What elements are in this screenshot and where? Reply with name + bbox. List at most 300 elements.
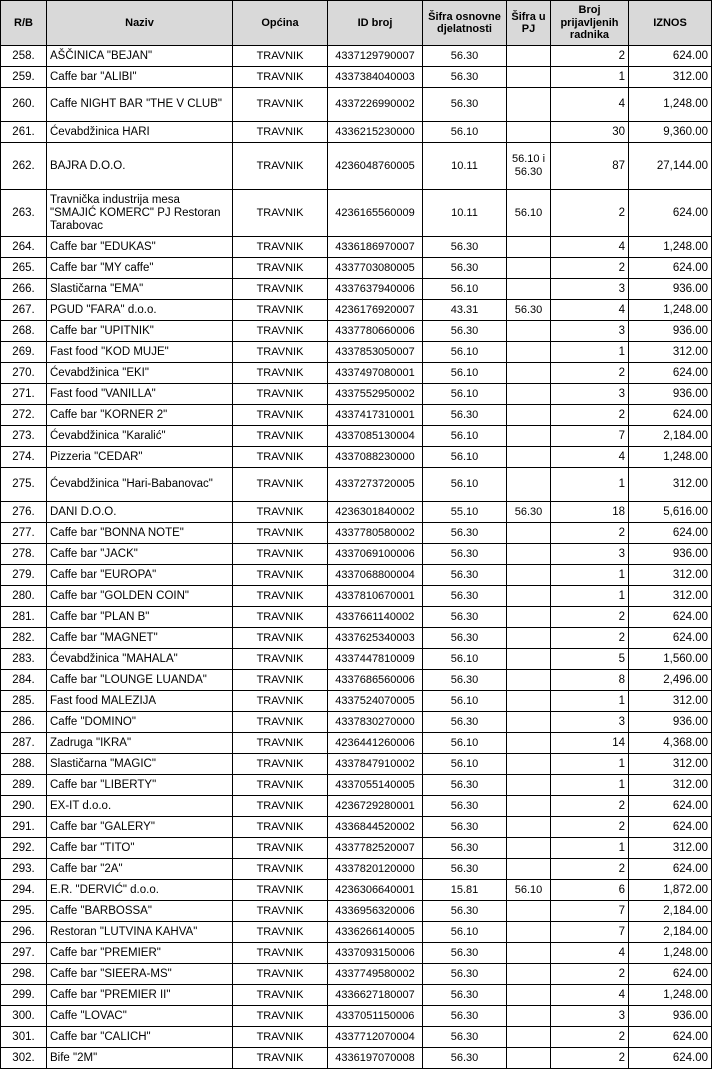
cell-id: 4337810670001 bbox=[328, 586, 423, 607]
cell-opcina: TRAVNIK bbox=[233, 502, 328, 523]
cell-pj bbox=[507, 628, 551, 649]
cell-broj: 1 bbox=[551, 691, 629, 712]
cell-iznos: 624.00 bbox=[629, 964, 712, 985]
cell-iznos: 312.00 bbox=[629, 754, 712, 775]
cell-rb: 276. bbox=[1, 502, 47, 523]
table-row bbox=[1, 649, 712, 670]
table-row bbox=[1, 712, 712, 733]
cell-rb: 287. bbox=[1, 733, 47, 754]
cell-opcina: TRAVNIK bbox=[233, 405, 328, 426]
cell-pj bbox=[507, 649, 551, 670]
cell-broj: 18 bbox=[551, 502, 629, 523]
table-row bbox=[1, 1027, 712, 1048]
cell-id: 4336197070008 bbox=[328, 1048, 423, 1069]
cell-id: 4337830270000 bbox=[328, 712, 423, 733]
cell-pj bbox=[507, 586, 551, 607]
cell-opcina: TRAVNIK bbox=[233, 649, 328, 670]
table-row bbox=[1, 88, 712, 122]
cell-rb: 291. bbox=[1, 817, 47, 838]
table-row bbox=[1, 901, 712, 922]
cell-broj: 2 bbox=[551, 1048, 629, 1069]
cell-pj bbox=[507, 670, 551, 691]
cell-naziv: Caffe bar "BONNA NOTE" bbox=[47, 523, 233, 544]
cell-iznos: 624.00 bbox=[629, 405, 712, 426]
cell-id: 4337069100006 bbox=[328, 544, 423, 565]
cell-iznos: 1,248.00 bbox=[629, 88, 712, 122]
cell-naziv: Caffe "LOVAC" bbox=[47, 1006, 233, 1027]
cell-pj: 56.10 bbox=[507, 880, 551, 901]
header-broj: Broj prijavljenih radnika bbox=[551, 1, 629, 46]
table-row bbox=[1, 586, 712, 607]
cell-pj bbox=[507, 468, 551, 502]
cell-naziv: Caffe bar "CALICH" bbox=[47, 1027, 233, 1048]
cell-naziv: Bife "2M" bbox=[47, 1048, 233, 1069]
cell-broj: 1 bbox=[551, 775, 629, 796]
cell-pj bbox=[507, 122, 551, 143]
cell-broj: 2 bbox=[551, 859, 629, 880]
table-row bbox=[1, 384, 712, 405]
cell-opcina: TRAVNIK bbox=[233, 279, 328, 300]
cell-pj: 56.30 bbox=[507, 300, 551, 321]
cell-opcina: TRAVNIK bbox=[233, 468, 328, 502]
cell-id: 4337712070004 bbox=[328, 1027, 423, 1048]
cell-opcina: TRAVNIK bbox=[233, 1048, 328, 1069]
cell-rb: 293. bbox=[1, 859, 47, 880]
cell-broj: 3 bbox=[551, 321, 629, 342]
cell-rb: 261. bbox=[1, 122, 47, 143]
cell-sifra: 56.30 bbox=[423, 237, 507, 258]
cell-rb: 272. bbox=[1, 405, 47, 426]
cell-iznos: 312.00 bbox=[629, 565, 712, 586]
table-row bbox=[1, 733, 712, 754]
table-row bbox=[1, 300, 712, 321]
cell-rb: 274. bbox=[1, 447, 47, 468]
cell-iznos: 624.00 bbox=[629, 258, 712, 279]
cell-rb: 296. bbox=[1, 922, 47, 943]
cell-rb: 285. bbox=[1, 691, 47, 712]
cell-rb: 292. bbox=[1, 838, 47, 859]
cell-rb: 297. bbox=[1, 943, 47, 964]
cell-id: 4336956320006 bbox=[328, 901, 423, 922]
cell-id: 4336627180007 bbox=[328, 985, 423, 1006]
cell-sifra: 56.30 bbox=[423, 838, 507, 859]
cell-pj bbox=[507, 384, 551, 405]
cell-pj bbox=[507, 712, 551, 733]
cell-sifra: 15.81 bbox=[423, 880, 507, 901]
cell-iznos: 27,144.00 bbox=[629, 143, 712, 190]
cell-broj: 2 bbox=[551, 817, 629, 838]
cell-id: 4337085130004 bbox=[328, 426, 423, 447]
cell-naziv: Caffe bar "ALIBI" bbox=[47, 67, 233, 88]
cell-opcina: TRAVNIK bbox=[233, 143, 328, 190]
cell-naziv: Caffe bar "PREMIER II" bbox=[47, 985, 233, 1006]
cell-pj bbox=[507, 796, 551, 817]
cell-id: 4337703080005 bbox=[328, 258, 423, 279]
cell-id: 4336186970007 bbox=[328, 237, 423, 258]
cell-opcina: TRAVNIK bbox=[233, 670, 328, 691]
header-naziv: Naziv bbox=[47, 1, 233, 46]
cell-pj bbox=[507, 817, 551, 838]
cell-pj bbox=[507, 964, 551, 985]
table-row bbox=[1, 859, 712, 880]
cell-iznos: 2,184.00 bbox=[629, 426, 712, 447]
cell-pj bbox=[507, 321, 551, 342]
cell-opcina: TRAVNIK bbox=[233, 817, 328, 838]
cell-rb: 300. bbox=[1, 1006, 47, 1027]
cell-rb: 269. bbox=[1, 342, 47, 363]
cell-iznos: 312.00 bbox=[629, 691, 712, 712]
cell-broj: 1 bbox=[551, 67, 629, 88]
cell-opcina: TRAVNIK bbox=[233, 901, 328, 922]
cell-rb: 288. bbox=[1, 754, 47, 775]
cell-rb: 280. bbox=[1, 586, 47, 607]
table-row bbox=[1, 838, 712, 859]
table-row bbox=[1, 607, 712, 628]
table-row bbox=[1, 943, 712, 964]
cell-naziv: Caffe bar "MAGNET" bbox=[47, 628, 233, 649]
cell-rb: 260. bbox=[1, 88, 47, 122]
cell-broj: 4 bbox=[551, 300, 629, 321]
table-row bbox=[1, 122, 712, 143]
cell-rb: 277. bbox=[1, 523, 47, 544]
cell-opcina: TRAVNIK bbox=[233, 964, 328, 985]
cell-sifra: 56.30 bbox=[423, 859, 507, 880]
table-row bbox=[1, 544, 712, 565]
cell-opcina: TRAVNIK bbox=[233, 384, 328, 405]
cell-sifra: 56.10 bbox=[423, 342, 507, 363]
cell-pj bbox=[507, 88, 551, 122]
cell-rb: 275. bbox=[1, 468, 47, 502]
cell-sifra: 56.10 bbox=[423, 754, 507, 775]
cell-sifra: 56.30 bbox=[423, 46, 507, 67]
cell-id: 4337847910002 bbox=[328, 754, 423, 775]
cell-broj: 2 bbox=[551, 46, 629, 67]
cell-broj: 3 bbox=[551, 544, 629, 565]
table-body bbox=[1, 46, 712, 1069]
cell-sifra: 43.31 bbox=[423, 300, 507, 321]
cell-id: 4337686560006 bbox=[328, 670, 423, 691]
cell-broj: 5 bbox=[551, 649, 629, 670]
cell-naziv: Caffe "BARBOSSA" bbox=[47, 901, 233, 922]
cell-rb: 294. bbox=[1, 880, 47, 901]
cell-opcina: TRAVNIK bbox=[233, 922, 328, 943]
cell-broj: 6 bbox=[551, 880, 629, 901]
cell-opcina: TRAVNIK bbox=[233, 754, 328, 775]
table-row bbox=[1, 796, 712, 817]
cell-id: 4337093150006 bbox=[328, 943, 423, 964]
cell-id: 4236306640001 bbox=[328, 880, 423, 901]
cell-pj bbox=[507, 565, 551, 586]
cell-iznos: 312.00 bbox=[629, 67, 712, 88]
cell-id: 4337055140005 bbox=[328, 775, 423, 796]
cell-opcina: TRAVNIK bbox=[233, 1027, 328, 1048]
cell-iznos: 936.00 bbox=[629, 712, 712, 733]
table-row bbox=[1, 258, 712, 279]
cell-rb: 258. bbox=[1, 46, 47, 67]
cell-naziv: Fast food MALEZIJA bbox=[47, 691, 233, 712]
cell-id: 4337524070005 bbox=[328, 691, 423, 712]
cell-broj: 1 bbox=[551, 586, 629, 607]
cell-sifra: 56.30 bbox=[423, 901, 507, 922]
cell-sifra: 56.30 bbox=[423, 1027, 507, 1048]
cell-broj: 2 bbox=[551, 190, 629, 237]
cell-sifra: 56.10 bbox=[423, 426, 507, 447]
cell-id: 4337552950002 bbox=[328, 384, 423, 405]
cell-pj bbox=[507, 258, 551, 279]
header-iznos: IZNOS bbox=[629, 1, 712, 46]
cell-iznos: 312.00 bbox=[629, 838, 712, 859]
cell-sifra: 56.30 bbox=[423, 1048, 507, 1069]
cell-opcina: TRAVNIK bbox=[233, 67, 328, 88]
cell-id: 4337088230000 bbox=[328, 447, 423, 468]
cell-iznos: 624.00 bbox=[629, 46, 712, 67]
cell-opcina: TRAVNIK bbox=[233, 321, 328, 342]
cell-sifra: 56.30 bbox=[423, 405, 507, 426]
cell-pj bbox=[507, 405, 551, 426]
cell-pj bbox=[507, 922, 551, 943]
header-sifra: Šifra osnovne djelatnosti bbox=[423, 1, 507, 46]
cell-iznos: 624.00 bbox=[629, 1048, 712, 1069]
cell-naziv: Fast food "KOD MUJE" bbox=[47, 342, 233, 363]
cell-iznos: 936.00 bbox=[629, 321, 712, 342]
cell-id: 4337273720005 bbox=[328, 468, 423, 502]
cell-naziv: Caffe bar "UPITNIK" bbox=[47, 321, 233, 342]
cell-opcina: TRAVNIK bbox=[233, 300, 328, 321]
cell-sifra: 56.30 bbox=[423, 607, 507, 628]
cell-pj bbox=[507, 447, 551, 468]
cell-rb: 295. bbox=[1, 901, 47, 922]
cell-iznos: 1,248.00 bbox=[629, 943, 712, 964]
cell-iznos: 624.00 bbox=[629, 796, 712, 817]
table-row bbox=[1, 46, 712, 67]
cell-sifra: 56.30 bbox=[423, 67, 507, 88]
header-pj: Šifra u PJ bbox=[507, 1, 551, 46]
table-row bbox=[1, 363, 712, 384]
cell-id: 4337820120000 bbox=[328, 859, 423, 880]
cell-broj: 7 bbox=[551, 922, 629, 943]
cell-id: 4337749580002 bbox=[328, 964, 423, 985]
cell-sifra: 56.10 bbox=[423, 122, 507, 143]
cell-rb: 273. bbox=[1, 426, 47, 447]
cell-iznos: 624.00 bbox=[629, 1027, 712, 1048]
cell-pj bbox=[507, 426, 551, 447]
cell-broj: 1 bbox=[551, 342, 629, 363]
cell-broj: 4 bbox=[551, 447, 629, 468]
cell-iznos: 1,248.00 bbox=[629, 237, 712, 258]
cell-naziv: Caffe bar "MY caffe" bbox=[47, 258, 233, 279]
cell-id: 4337780580002 bbox=[328, 523, 423, 544]
cell-sifra: 56.30 bbox=[423, 712, 507, 733]
cell-naziv: Slastičarna "EMA" bbox=[47, 279, 233, 300]
cell-sifra: 56.30 bbox=[423, 775, 507, 796]
cell-iznos: 2,184.00 bbox=[629, 922, 712, 943]
cell-pj bbox=[507, 523, 551, 544]
table-row bbox=[1, 237, 712, 258]
cell-broj: 1 bbox=[551, 468, 629, 502]
cell-naziv: Ćevabdžinica "EKI" bbox=[47, 363, 233, 384]
cell-naziv: Caffe bar "EDUKAS" bbox=[47, 237, 233, 258]
cell-rb: 270. bbox=[1, 363, 47, 384]
cell-iznos: 936.00 bbox=[629, 279, 712, 300]
cell-opcina: TRAVNIK bbox=[233, 426, 328, 447]
cell-iznos: 624.00 bbox=[629, 628, 712, 649]
cell-naziv: Caffe bar "JACK" bbox=[47, 544, 233, 565]
cell-opcina: TRAVNIK bbox=[233, 363, 328, 384]
cell-naziv: Ćevabdžinica "MAHALA" bbox=[47, 649, 233, 670]
cell-id: 4236729280001 bbox=[328, 796, 423, 817]
cell-pj bbox=[507, 901, 551, 922]
cell-sifra: 56.10 bbox=[423, 384, 507, 405]
cell-rb: 266. bbox=[1, 279, 47, 300]
cell-opcina: TRAVNIK bbox=[233, 775, 328, 796]
cell-rb: 262. bbox=[1, 143, 47, 190]
cell-opcina: TRAVNIK bbox=[233, 46, 328, 67]
cell-broj: 1 bbox=[551, 565, 629, 586]
table-row bbox=[1, 1048, 712, 1069]
cell-sifra: 56.30 bbox=[423, 523, 507, 544]
cell-id: 4236441260006 bbox=[328, 733, 423, 754]
cell-rb: 289. bbox=[1, 775, 47, 796]
cell-opcina: TRAVNIK bbox=[233, 586, 328, 607]
cell-pj bbox=[507, 237, 551, 258]
cell-sifra: 56.30 bbox=[423, 796, 507, 817]
cell-opcina: TRAVNIK bbox=[233, 122, 328, 143]
cell-rb: 259. bbox=[1, 67, 47, 88]
cell-broj: 4 bbox=[551, 88, 629, 122]
cell-opcina: TRAVNIK bbox=[233, 796, 328, 817]
cell-broj: 3 bbox=[551, 712, 629, 733]
cell-pj bbox=[507, 1048, 551, 1069]
cell-naziv: AŠČINICA "BEJAN" bbox=[47, 46, 233, 67]
header-opcina: Općina bbox=[233, 1, 328, 46]
cell-broj: 2 bbox=[551, 628, 629, 649]
cell-broj: 1 bbox=[551, 754, 629, 775]
table-row bbox=[1, 754, 712, 775]
table-row bbox=[1, 628, 712, 649]
cell-rb: 301. bbox=[1, 1027, 47, 1048]
table-row bbox=[1, 447, 712, 468]
cell-iznos: 1,248.00 bbox=[629, 447, 712, 468]
cell-iznos: 624.00 bbox=[629, 363, 712, 384]
cell-iznos: 2,496.00 bbox=[629, 670, 712, 691]
cell-pj: 56.30 bbox=[507, 502, 551, 523]
table-row bbox=[1, 670, 712, 691]
cell-pj bbox=[507, 838, 551, 859]
cell-naziv: Caffe bar "LOUNGE LUANDA" bbox=[47, 670, 233, 691]
cell-id: 4337782520007 bbox=[328, 838, 423, 859]
cell-pj: 56.10 i 56.30 bbox=[507, 143, 551, 190]
cell-broj: 3 bbox=[551, 384, 629, 405]
cell-opcina: TRAVNIK bbox=[233, 544, 328, 565]
cell-iznos: 312.00 bbox=[629, 342, 712, 363]
cell-id: 4337780660006 bbox=[328, 321, 423, 342]
cell-id: 4337447810009 bbox=[328, 649, 423, 670]
cell-iznos: 5,616.00 bbox=[629, 502, 712, 523]
cell-naziv: Caffe bar "LIBERTY" bbox=[47, 775, 233, 796]
cell-opcina: TRAVNIK bbox=[233, 237, 328, 258]
cell-naziv: EX-IT d.o.o. bbox=[47, 796, 233, 817]
cell-pj bbox=[507, 607, 551, 628]
cell-sifra: 55.10 bbox=[423, 502, 507, 523]
cell-iznos: 1,560.00 bbox=[629, 649, 712, 670]
cell-naziv: Travnička industrija mesa "SMAJIĆ KOMERC" PJ Restoran Tarabovac bbox=[47, 190, 233, 237]
cell-broj: 2 bbox=[551, 607, 629, 628]
cell-broj: 2 bbox=[551, 796, 629, 817]
cell-sifra: 56.30 bbox=[423, 670, 507, 691]
header-rb: R/B bbox=[1, 1, 47, 46]
cell-sifra: 56.10 bbox=[423, 279, 507, 300]
cell-opcina: TRAVNIK bbox=[233, 88, 328, 122]
cell-iznos: 624.00 bbox=[629, 190, 712, 237]
cell-broj: 8 bbox=[551, 670, 629, 691]
cell-broj: 2 bbox=[551, 363, 629, 384]
cell-rb: 278. bbox=[1, 544, 47, 565]
cell-naziv: Ćevabdžinica "Hari-Babanovac" bbox=[47, 468, 233, 502]
cell-rb: 265. bbox=[1, 258, 47, 279]
cell-opcina: TRAVNIK bbox=[233, 342, 328, 363]
cell-pj bbox=[507, 943, 551, 964]
cell-rb: 279. bbox=[1, 565, 47, 586]
cell-opcina: TRAVNIK bbox=[233, 258, 328, 279]
table-row bbox=[1, 985, 712, 1006]
cell-pj bbox=[507, 691, 551, 712]
cell-sifra: 56.10 bbox=[423, 733, 507, 754]
cell-rb: 298. bbox=[1, 964, 47, 985]
table-row bbox=[1, 1006, 712, 1027]
cell-naziv: Ćevabdžinica HARI bbox=[47, 122, 233, 143]
header-id: ID broj bbox=[328, 1, 423, 46]
cell-iznos: 312.00 bbox=[629, 586, 712, 607]
cell-naziv: Caffe bar "EUROPA" bbox=[47, 565, 233, 586]
cell-rb: 268. bbox=[1, 321, 47, 342]
cell-broj: 2 bbox=[551, 258, 629, 279]
cell-iznos: 1,872.00 bbox=[629, 880, 712, 901]
cell-iznos: 4,368.00 bbox=[629, 733, 712, 754]
table-row bbox=[1, 468, 712, 502]
cell-pj bbox=[507, 279, 551, 300]
cell-iznos: 9,360.00 bbox=[629, 122, 712, 143]
cell-sifra: 56.30 bbox=[423, 943, 507, 964]
cell-rb: 283. bbox=[1, 649, 47, 670]
cell-naziv: Pizzeria "CEDAR" bbox=[47, 447, 233, 468]
cell-id: 4337068800004 bbox=[328, 565, 423, 586]
table-row bbox=[1, 922, 712, 943]
cell-id: 4336266140005 bbox=[328, 922, 423, 943]
cell-naziv: Caffe bar "PREMIER" bbox=[47, 943, 233, 964]
cell-sifra: 56.10 bbox=[423, 363, 507, 384]
cell-id: 4337417310001 bbox=[328, 405, 423, 426]
cell-id: 4236048760005 bbox=[328, 143, 423, 190]
cell-broj: 7 bbox=[551, 426, 629, 447]
cell-rb: 282. bbox=[1, 628, 47, 649]
cell-naziv: DANI D.O.O. bbox=[47, 502, 233, 523]
cell-naziv: Caffe bar "SIEERA-MS" bbox=[47, 964, 233, 985]
cell-iznos: 1,248.00 bbox=[629, 985, 712, 1006]
table-row bbox=[1, 565, 712, 586]
cell-opcina: TRAVNIK bbox=[233, 712, 328, 733]
cell-pj bbox=[507, 1006, 551, 1027]
cell-broj: 2 bbox=[551, 964, 629, 985]
cell-opcina: TRAVNIK bbox=[233, 190, 328, 237]
cell-pj bbox=[507, 754, 551, 775]
cell-opcina: TRAVNIK bbox=[233, 838, 328, 859]
cell-sifra: 56.30 bbox=[423, 964, 507, 985]
cell-id: 4336844520002 bbox=[328, 817, 423, 838]
table-row bbox=[1, 405, 712, 426]
cell-sifra: 56.30 bbox=[423, 321, 507, 342]
cell-iznos: 624.00 bbox=[629, 523, 712, 544]
table-row bbox=[1, 964, 712, 985]
